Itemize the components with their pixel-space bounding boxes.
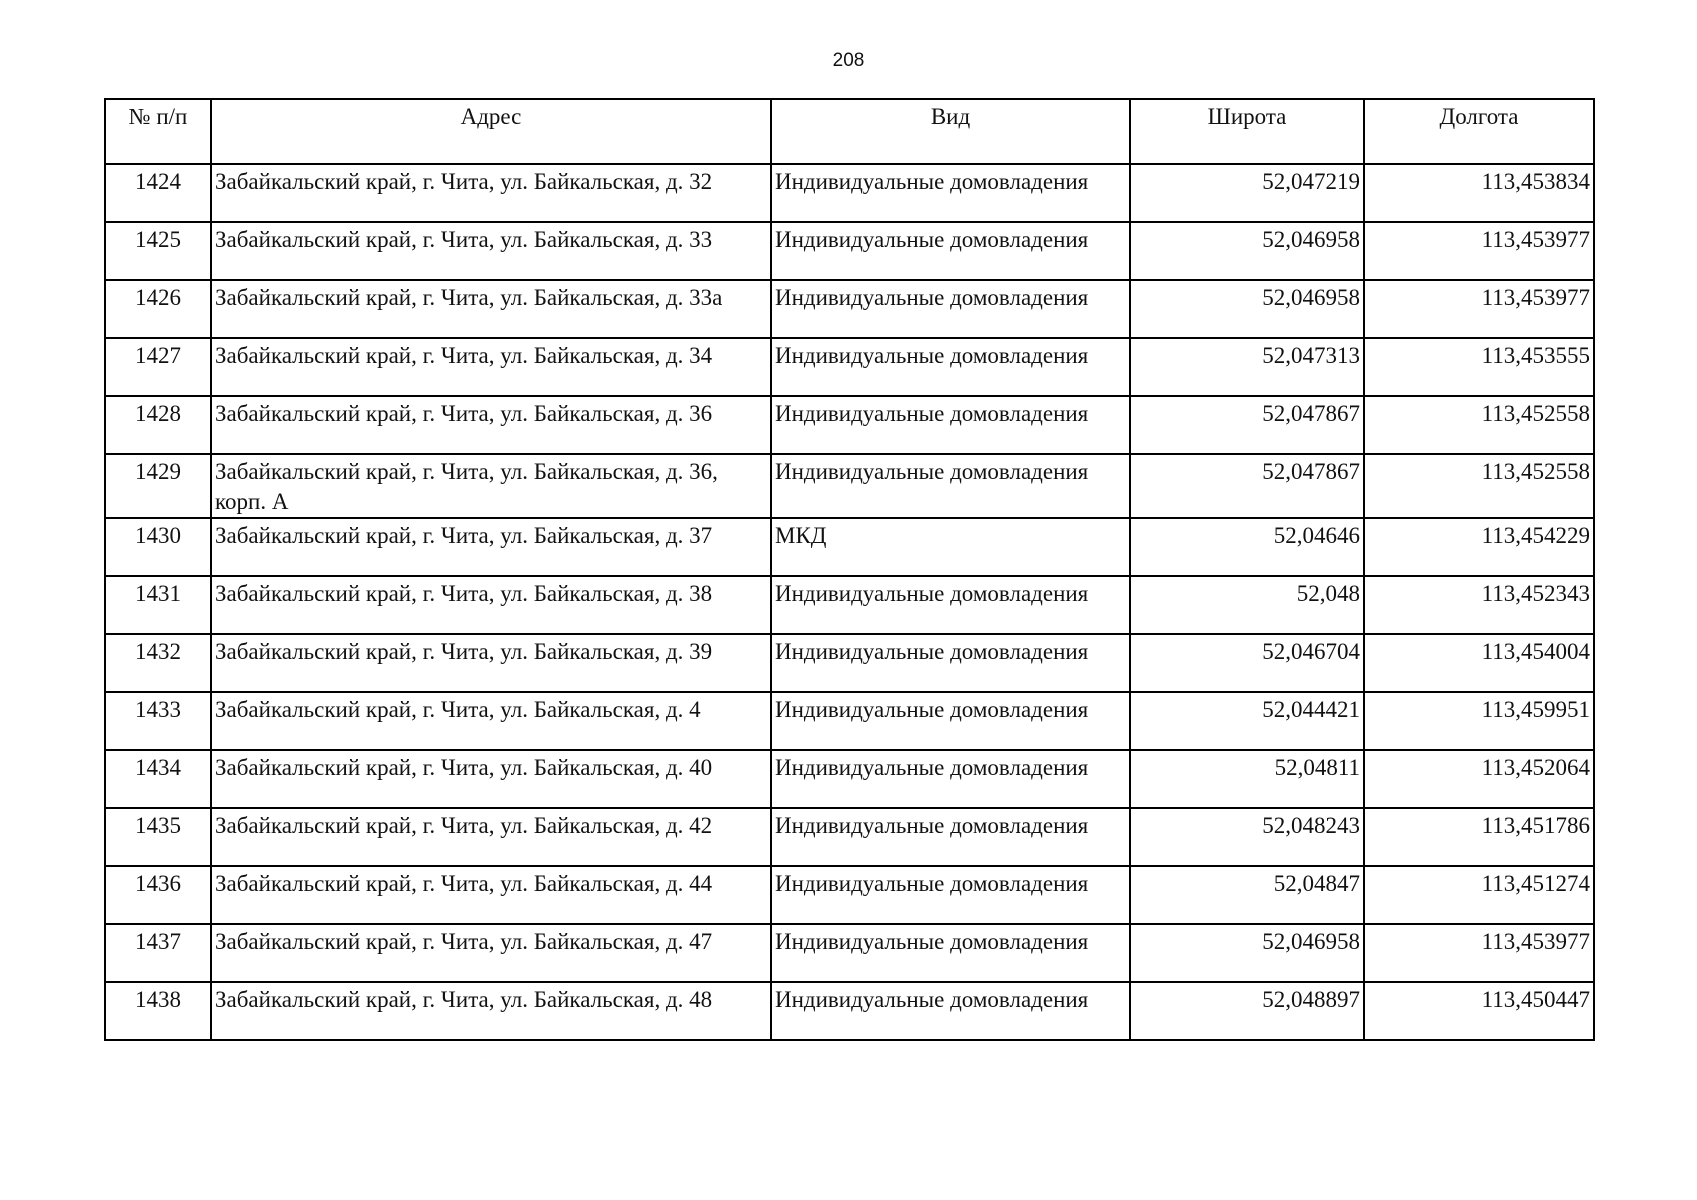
table-row: [105, 454, 1594, 518]
table-header: [105, 99, 1594, 164]
row-longitude: 113,451274: [1364, 866, 1594, 924]
row-address: Забайкальский край, г. Чита, ул. Байкальская, д. 38: [211, 576, 771, 634]
row-address: Забайкальский край, г. Чита, ул. Байкальская, д. 32: [211, 164, 771, 222]
row-longitude: 113,453555: [1364, 338, 1594, 396]
row-latitude: 52,04847: [1130, 866, 1364, 924]
row-address: Забайкальский край, г. Чита, ул. Байкальская, д. 4: [211, 692, 771, 750]
row-number: 1436: [105, 866, 211, 924]
header-row: [105, 99, 1594, 164]
row-longitude: 113,452343: [1364, 576, 1594, 634]
row-type: Индивидуальные домовладения: [771, 924, 1130, 982]
row-latitude: 52,046958: [1130, 280, 1364, 338]
row-number: 1438: [105, 982, 211, 1040]
row-longitude: 113,452558: [1364, 396, 1594, 454]
address-coordinates-table: [104, 98, 1595, 1041]
row-latitude: 52,048: [1130, 576, 1364, 634]
table-row: [105, 982, 1594, 1040]
row-address: Забайкальский край, г. Чита, ул. Байкальская, д. 42: [211, 808, 771, 866]
row-number: 1425: [105, 222, 211, 280]
row-type: МКД: [771, 518, 1130, 576]
row-address: Забайкальский край, г. Чита, ул. Байкальская, д. 44: [211, 866, 771, 924]
table-row: [105, 576, 1594, 634]
row-number: 1434: [105, 750, 211, 808]
table-row: [105, 750, 1594, 808]
row-latitude: 52,046704: [1130, 634, 1364, 692]
row-latitude: 52,04646: [1130, 518, 1364, 576]
row-latitude: 52,047867: [1130, 454, 1364, 518]
row-longitude: 113,454004: [1364, 634, 1594, 692]
row-latitude: 52,047867: [1130, 396, 1364, 454]
header-longitude: Долгота: [1364, 99, 1594, 164]
row-latitude: 52,046958: [1130, 222, 1364, 280]
row-number: 1430: [105, 518, 211, 576]
table-row: [105, 924, 1594, 982]
row-type: Индивидуальные домовладения: [771, 454, 1130, 518]
table-row: [105, 518, 1594, 576]
row-number: 1432: [105, 634, 211, 692]
row-type: Индивидуальные домовладения: [771, 280, 1130, 338]
table-row: [105, 692, 1594, 750]
row-longitude: 113,452064: [1364, 750, 1594, 808]
header-type: Вид: [771, 99, 1130, 164]
row-type: Индивидуальные домовладения: [771, 164, 1130, 222]
row-address: Забайкальский край, г. Чита, ул. Байкальская, д. 47: [211, 924, 771, 982]
row-latitude: 52,047219: [1130, 164, 1364, 222]
table-row: [105, 280, 1594, 338]
row-type: Индивидуальные домовладения: [771, 222, 1130, 280]
table-row: [105, 808, 1594, 866]
page-number: 208: [832, 50, 865, 71]
table-row: [105, 396, 1594, 454]
row-number: 1428: [105, 396, 211, 454]
row-number: 1424: [105, 164, 211, 222]
row-latitude: 52,048897: [1130, 982, 1364, 1040]
row-address: Забайкальский край, г. Чита, ул. Байкальская, д. 37: [211, 518, 771, 576]
row-address: Забайкальский край, г. Чита, ул. Байкальская, д. 48: [211, 982, 771, 1040]
row-type: Индивидуальные домовладения: [771, 808, 1130, 866]
row-number: 1431: [105, 576, 211, 634]
row-type: Индивидуальные домовладения: [771, 982, 1130, 1040]
row-type: Индивидуальные домовладения: [771, 338, 1130, 396]
row-address: Забайкальский край, г. Чита, ул. Байкальская, д. 40: [211, 750, 771, 808]
row-number: 1435: [105, 808, 211, 866]
table-row: [105, 634, 1594, 692]
row-latitude: 52,044421: [1130, 692, 1364, 750]
row-type: Индивидуальные домовладения: [771, 866, 1130, 924]
row-longitude: 113,450447: [1364, 982, 1594, 1040]
row-longitude: 113,453834: [1364, 164, 1594, 222]
row-type: Индивидуальные домовладения: [771, 634, 1130, 692]
header-number: № п/п: [105, 99, 211, 164]
row-number: 1426: [105, 280, 211, 338]
row-longitude: 113,459951: [1364, 692, 1594, 750]
table-row: [105, 866, 1594, 924]
row-longitude: 113,452558: [1364, 454, 1594, 518]
row-address: Забайкальский край, г. Чита, ул. Байкальская, д. 39: [211, 634, 771, 692]
row-address: Забайкальский край, г. Чита, ул. Байкальская, д. 36: [211, 396, 771, 454]
row-number: 1437: [105, 924, 211, 982]
table-body: [105, 164, 1594, 1040]
row-address: Забайкальский край, г. Чита, ул. Байкальская, д. 33: [211, 222, 771, 280]
row-longitude: 113,453977: [1364, 280, 1594, 338]
row-number: 1429: [105, 454, 211, 518]
row-latitude: 52,048243: [1130, 808, 1364, 866]
row-longitude: 113,453977: [1364, 924, 1594, 982]
row-longitude: 113,453977: [1364, 222, 1594, 280]
row-type: Индивидуальные домовладения: [771, 692, 1130, 750]
row-address: Забайкальский край, г. Чита, ул. Байкальская, д. 34: [211, 338, 771, 396]
row-latitude: 52,046958: [1130, 924, 1364, 982]
row-number: 1433: [105, 692, 211, 750]
row-address: Забайкальский край, г. Чита, ул. Байкальская, д. 36, корп. А: [211, 454, 771, 518]
row-latitude: 52,04811: [1130, 750, 1364, 808]
table-row: [105, 222, 1594, 280]
row-longitude: 113,454229: [1364, 518, 1594, 576]
row-latitude: 52,047313: [1130, 338, 1364, 396]
header-latitude: Широта: [1130, 99, 1364, 164]
row-number: 1427: [105, 338, 211, 396]
row-type: Индивидуальные домовладения: [771, 396, 1130, 454]
table-row: [105, 338, 1594, 396]
row-address: Забайкальский край, г. Чита, ул. Байкальская, д. 33а: [211, 280, 771, 338]
header-address: Адрес: [211, 99, 771, 164]
row-type: Индивидуальные домовладения: [771, 750, 1130, 808]
row-type: Индивидуальные домовладения: [771, 576, 1130, 634]
table-row: [105, 164, 1594, 222]
row-longitude: 113,451786: [1364, 808, 1594, 866]
